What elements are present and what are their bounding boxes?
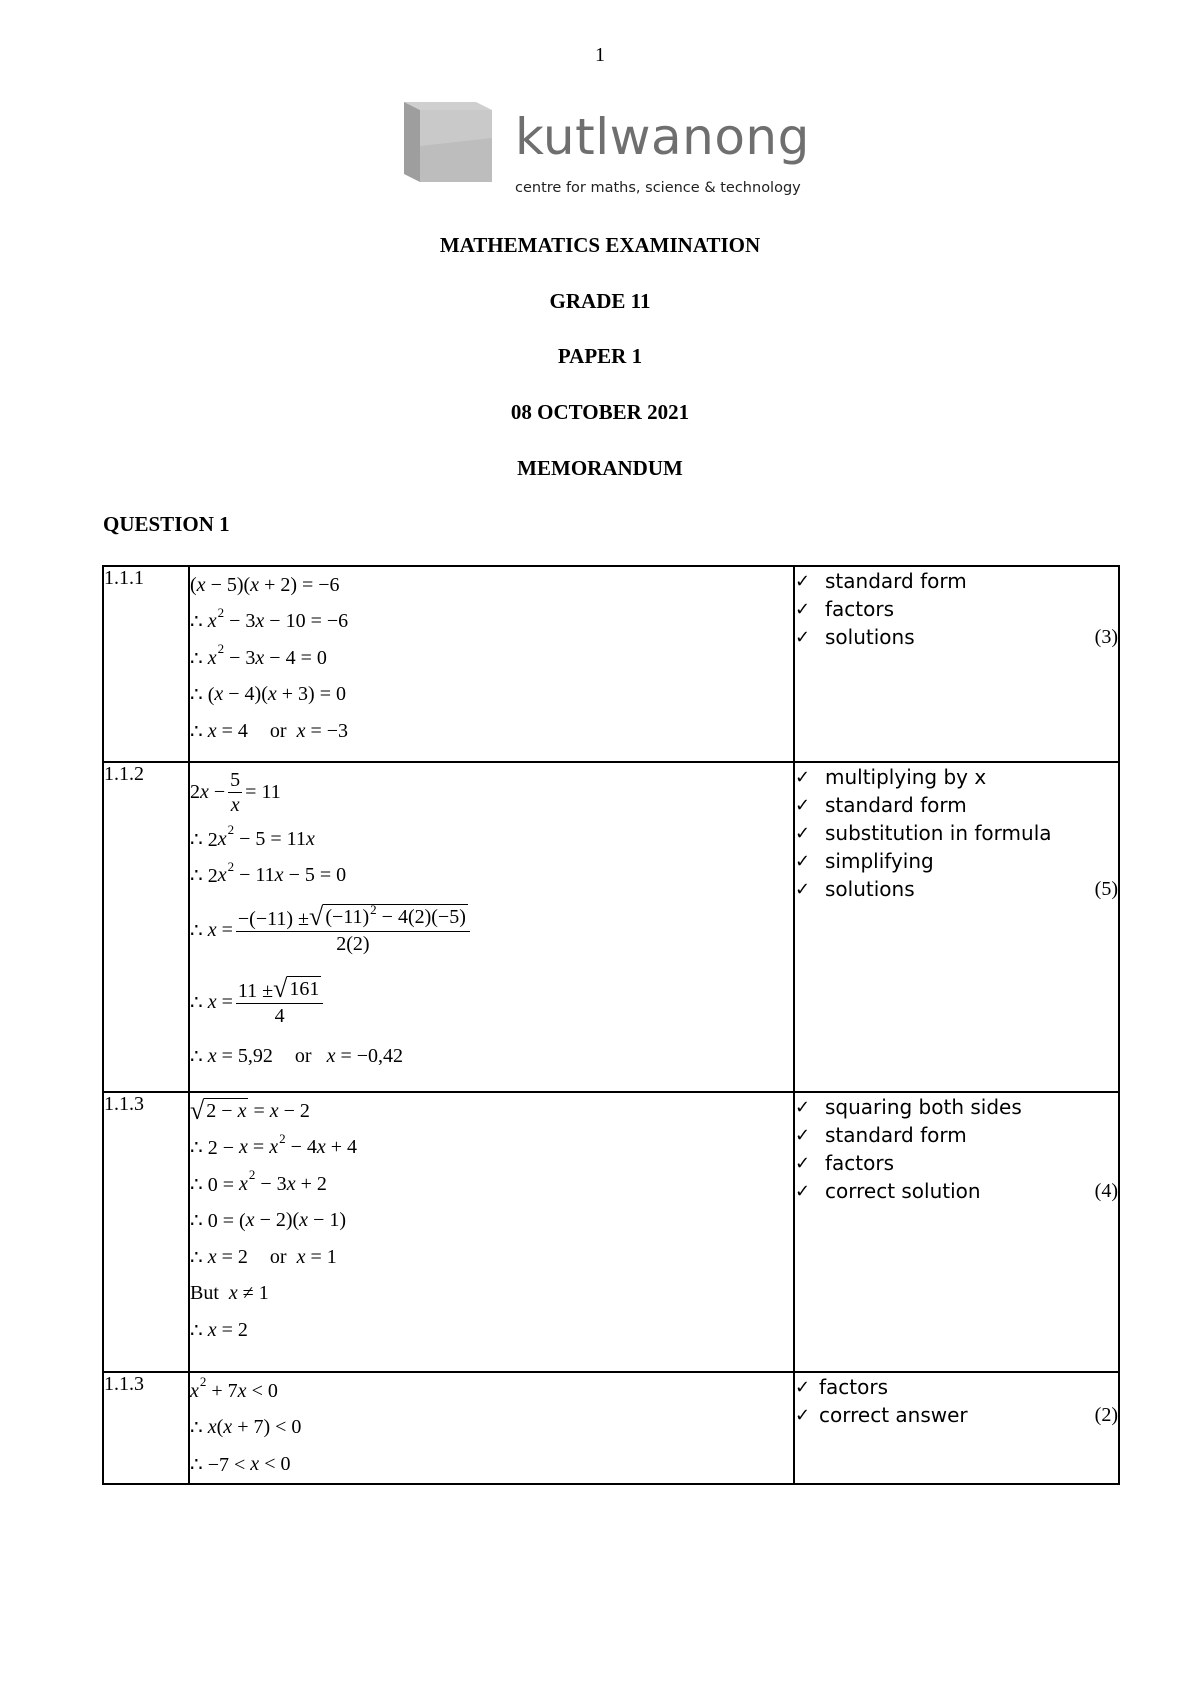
kutlwanong-logo — [372, 84, 822, 204]
equation-line: ( x − 5)( x + 2) = −6 — [190, 573, 340, 596]
mark-item: ✓ standard form — [795, 569, 967, 593]
mark-item: ✓ standard form — [795, 1123, 967, 1147]
check-icon: ✓ — [795, 570, 811, 592]
or-word: or — [269, 1245, 287, 1268]
equation-line: 2 x − $\frac{5}{x}$ = 11 — [190, 768, 281, 816]
date-heading: 08 OCTOBER 2021 — [510, 400, 690, 424]
or-word: or — [294, 1044, 312, 1067]
table-row — [103, 1092, 1119, 1372]
equation-line: x 2 + 7 x < 0 — [190, 1374, 278, 1402]
question-number: 1.1.3 — [103, 1092, 189, 1372]
check-icon: ✓ — [795, 1180, 811, 1202]
page-number: 1 — [595, 44, 605, 66]
question-title: QUESTION 1 — [103, 512, 230, 536]
equation-line: ∴ x 2 − 3 x − 10 = −6 — [190, 604, 349, 634]
marks-cell — [794, 1372, 1119, 1484]
but-word: But — [190, 1282, 219, 1305]
cube-logo-icon — [396, 98, 496, 184]
mark-item: ✓ factors — [795, 1151, 895, 1175]
working-cell — [189, 1092, 794, 1372]
equation-line: ∴ x 2 − 3 x − 4 = 0 — [190, 641, 327, 670]
equation-line: ∴ ( x − 4)( x + 3) = 0 — [190, 683, 346, 707]
mark-total: (3) — [1094, 625, 1118, 648]
equation-line: ∴ x = 2 — [190, 1318, 248, 1342]
equation-line: ∴ 2 − x = x 2 − 4 x + 4 — [190, 1130, 358, 1160]
equation-line: ∴ 0 = ( x − 2)( x − 1) — [190, 1209, 347, 1233]
equation-line: ∴ x = 11 ± √ 161 4 — [190, 966, 793, 1038]
question-number: 1.1.2 — [103, 762, 189, 1092]
mark-item: ✓ factors — [795, 597, 895, 621]
working-cell — [189, 1372, 794, 1484]
working-cell — [189, 762, 794, 1092]
logo-wordmark: kutlwanong — [515, 108, 810, 166]
equation-line: But x ≠ 1 — [190, 1282, 269, 1305]
equation-line: ∴ 2 x 2 − 11 x − 5 = 0 — [190, 858, 347, 888]
check-icon: ✓ — [795, 1152, 811, 1174]
mark-item: ✓ correct solution (4) — [795, 1179, 1118, 1203]
equation-line: ∴ x = 5,92 or x = −0,42 — [190, 1044, 404, 1068]
equation-line: ∴ −7 < x < 0 — [190, 1452, 291, 1476]
check-icon: ✓ — [795, 598, 811, 620]
exam-title: MATHEMATICS EXAMINATION — [439, 233, 761, 257]
mark-item: ✓ squaring both sides — [795, 1095, 1022, 1119]
check-icon: ✓ — [795, 850, 811, 872]
mark-item: ✓ simplifying — [795, 849, 934, 873]
marks-cell — [794, 566, 1119, 762]
check-icon: ✓ — [795, 878, 811, 900]
logo-tagline: centre for maths, science & technology — [515, 180, 801, 196]
mark-total: (2) — [1094, 1403, 1118, 1426]
table-row — [103, 1372, 1119, 1484]
check-icon: ✓ — [795, 626, 811, 648]
working-cell — [189, 566, 794, 762]
mark-item: ✓ substitution in formula — [795, 821, 1052, 845]
check-icon: ✓ — [795, 1404, 811, 1426]
table-row — [103, 762, 1119, 1092]
equation-line: √ 2 − x = x − 2 — [190, 1096, 310, 1126]
check-icon: ✓ — [795, 822, 811, 844]
or-word: or — [269, 719, 287, 742]
equation-line: ∴ x = −(−11) ± √ $(-11)^2 - 4(2)(-5)$ 2(2) — [190, 894, 793, 966]
marks-cell — [794, 1092, 1119, 1372]
mark-item: ✓ multiplying by x — [795, 765, 987, 789]
table-row — [103, 566, 1119, 762]
check-icon: ✓ — [795, 794, 811, 816]
memorandum-heading: MEMORANDUM — [517, 456, 683, 480]
equation-line: ∴ x = 4 or x = −3 — [190, 719, 349, 743]
grade-heading: GRADE 11 — [549, 289, 651, 313]
check-icon: ✓ — [795, 1124, 811, 1146]
mark-item: ✓ correct answer (2) — [795, 1403, 1118, 1427]
check-icon: ✓ — [795, 1096, 811, 1118]
paper-heading: PAPER 1 — [557, 344, 643, 368]
equation-line: ∴ x ( x + 7) < 0 — [190, 1416, 302, 1440]
mark-item: ✓ solutions (3) — [795, 625, 1118, 649]
check-icon: ✓ — [795, 766, 811, 788]
mark-item: ✓ standard form — [795, 793, 967, 817]
equation-line: ∴ 0 = x 2 − 3 x + 2 — [190, 1167, 327, 1196]
question-number: 1.1.3 — [103, 1372, 189, 1484]
question-number: 1.1.1 — [103, 566, 189, 762]
mark-total: (5) — [1094, 877, 1118, 900]
mark-total: (4) — [1094, 1179, 1118, 1202]
equation-line: ∴ x = 2 or x = 1 — [190, 1245, 337, 1269]
check-icon: ✓ — [795, 1376, 811, 1398]
equation-line: ∴ 2 x 2 − 5 = 11 x — [190, 822, 315, 851]
mark-item: ✓ solutions (5) — [795, 877, 1118, 901]
mark-item: ✓ factors — [795, 1375, 889, 1399]
marks-cell — [794, 762, 1119, 1092]
memo-table — [102, 565, 1120, 1485]
